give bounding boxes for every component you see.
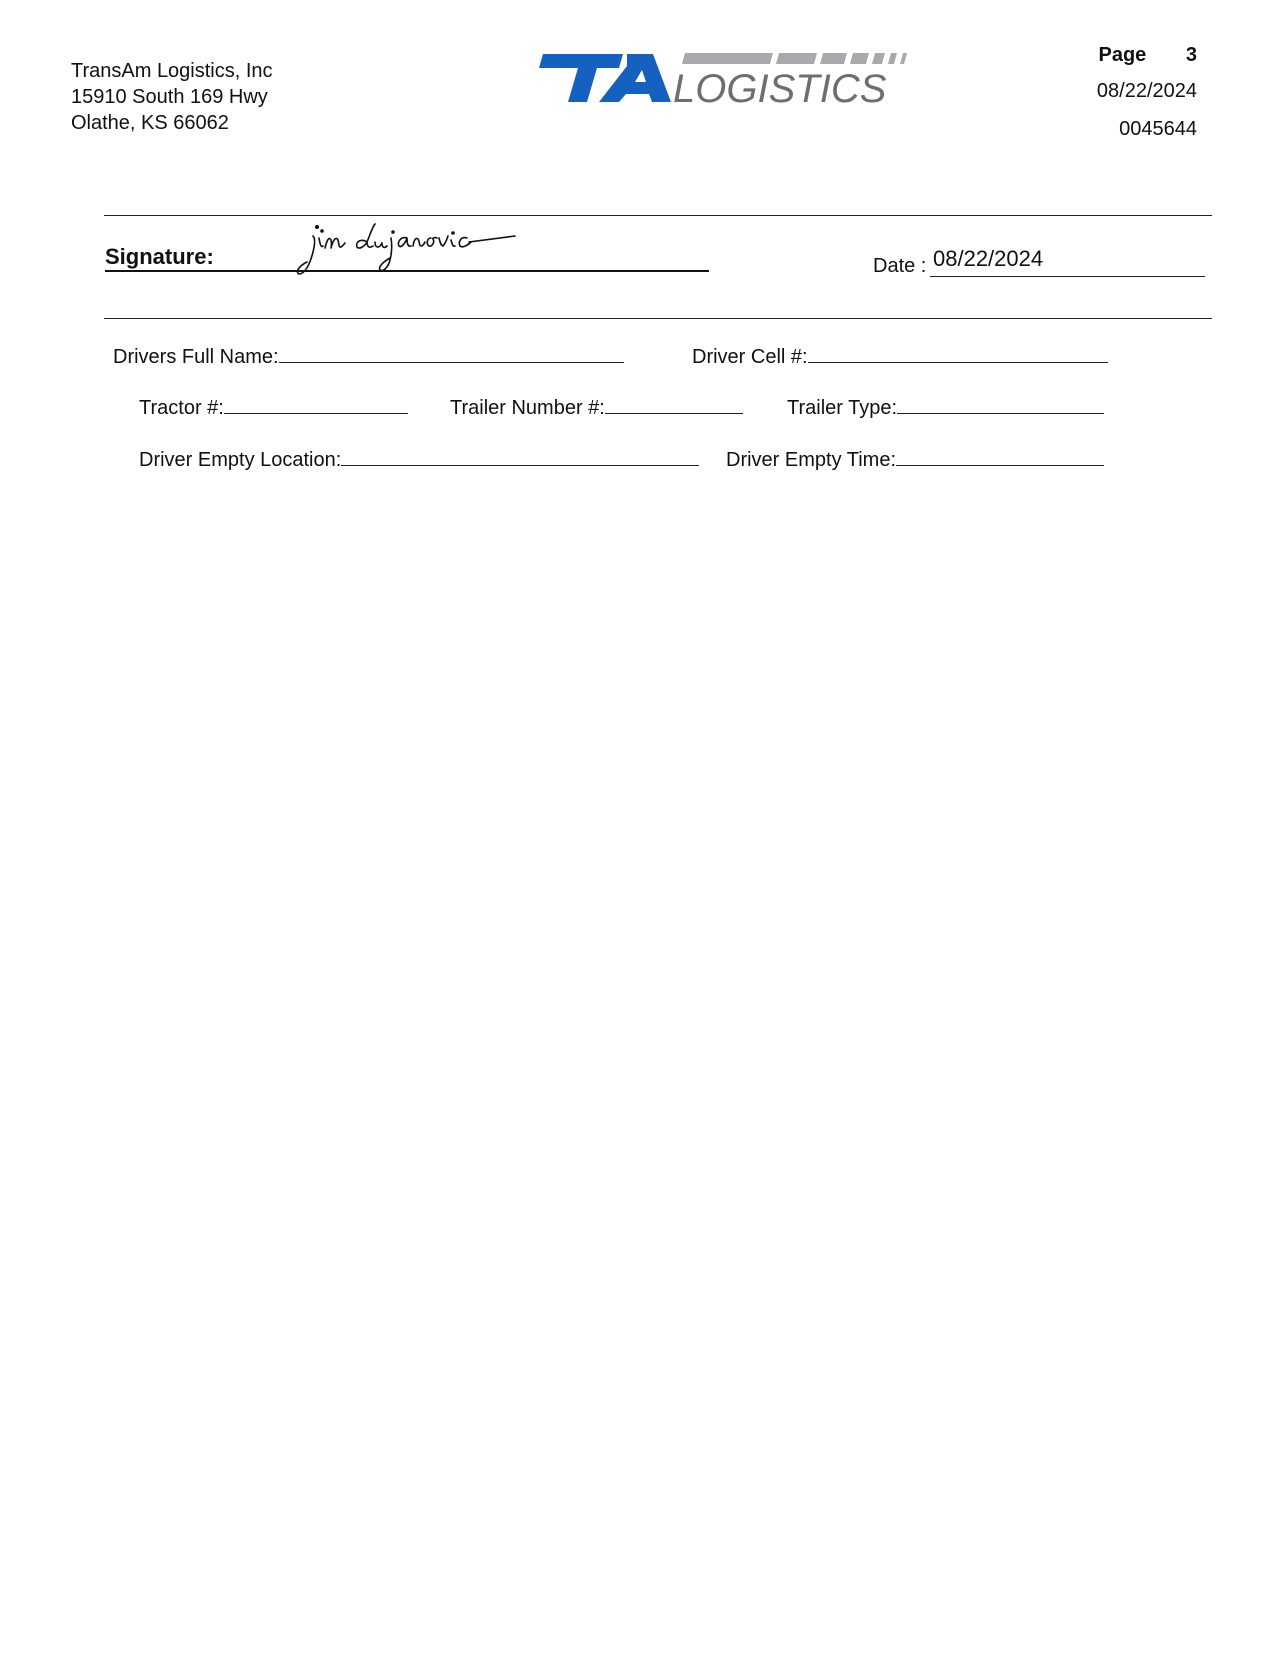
date-line [930, 276, 1205, 277]
page-number: 3 [1185, 44, 1197, 66]
driver-empty-time-blank[interactable] [896, 445, 1104, 466]
document-number: 0045644 [1119, 118, 1197, 140]
company-city: Olathe, KS 66062 [71, 112, 229, 134]
company-name: TransAm Logistics, Inc [71, 60, 273, 82]
drivers-full-name-field[interactable] [113, 342, 624, 369]
driver-empty-location-blank[interactable] [341, 445, 699, 466]
date-label: Date : [873, 255, 927, 277]
tractor-label: Tractor #: [139, 397, 224, 419]
driver-empty-location-field[interactable] [139, 445, 699, 472]
driver-cell-label: Driver Cell #: [692, 346, 808, 368]
trailer-type-field[interactable] [787, 393, 1104, 420]
tractor-blank[interactable] [224, 393, 408, 414]
driver-cell-field[interactable] [692, 342, 1108, 369]
driver-empty-time-label: Driver Empty Time: [726, 449, 897, 471]
drivers-full-name-label: Drivers Full Name: [113, 346, 279, 368]
trailer-number-label: Trailer Number #: [450, 397, 605, 419]
date-value: 08/22/2024 [933, 246, 1044, 271]
drivers-full-name-blank[interactable] [279, 342, 624, 363]
header-date: 08/22/2024 [1096, 80, 1197, 102]
trailer-number-field[interactable] [450, 393, 743, 420]
middle-divider [104, 318, 1212, 319]
ta-logistics-logo [535, 50, 915, 110]
signature-label-underline [105, 270, 225, 272]
signature-label: Signature: [105, 244, 214, 269]
svg-text:LOGISTICS: LOGISTICS [673, 67, 887, 110]
driver-cell-blank[interactable] [808, 342, 1108, 363]
handwritten-signature [295, 222, 535, 278]
page-label: Page [1098, 44, 1147, 66]
trailer-type-label: Trailer Type: [787, 397, 898, 419]
top-divider [104, 215, 1212, 216]
tractor-field[interactable] [139, 393, 408, 420]
trailer-number-blank[interactable] [605, 393, 743, 414]
driver-empty-location-label: Driver Empty Location: [139, 449, 342, 471]
company-street: 15910 South 169 Hwy [71, 86, 268, 108]
driver-empty-time-field[interactable] [726, 445, 1104, 472]
company-address [71, 58, 273, 136]
trailer-type-blank[interactable] [897, 393, 1104, 414]
page-info [1097, 44, 1197, 141]
